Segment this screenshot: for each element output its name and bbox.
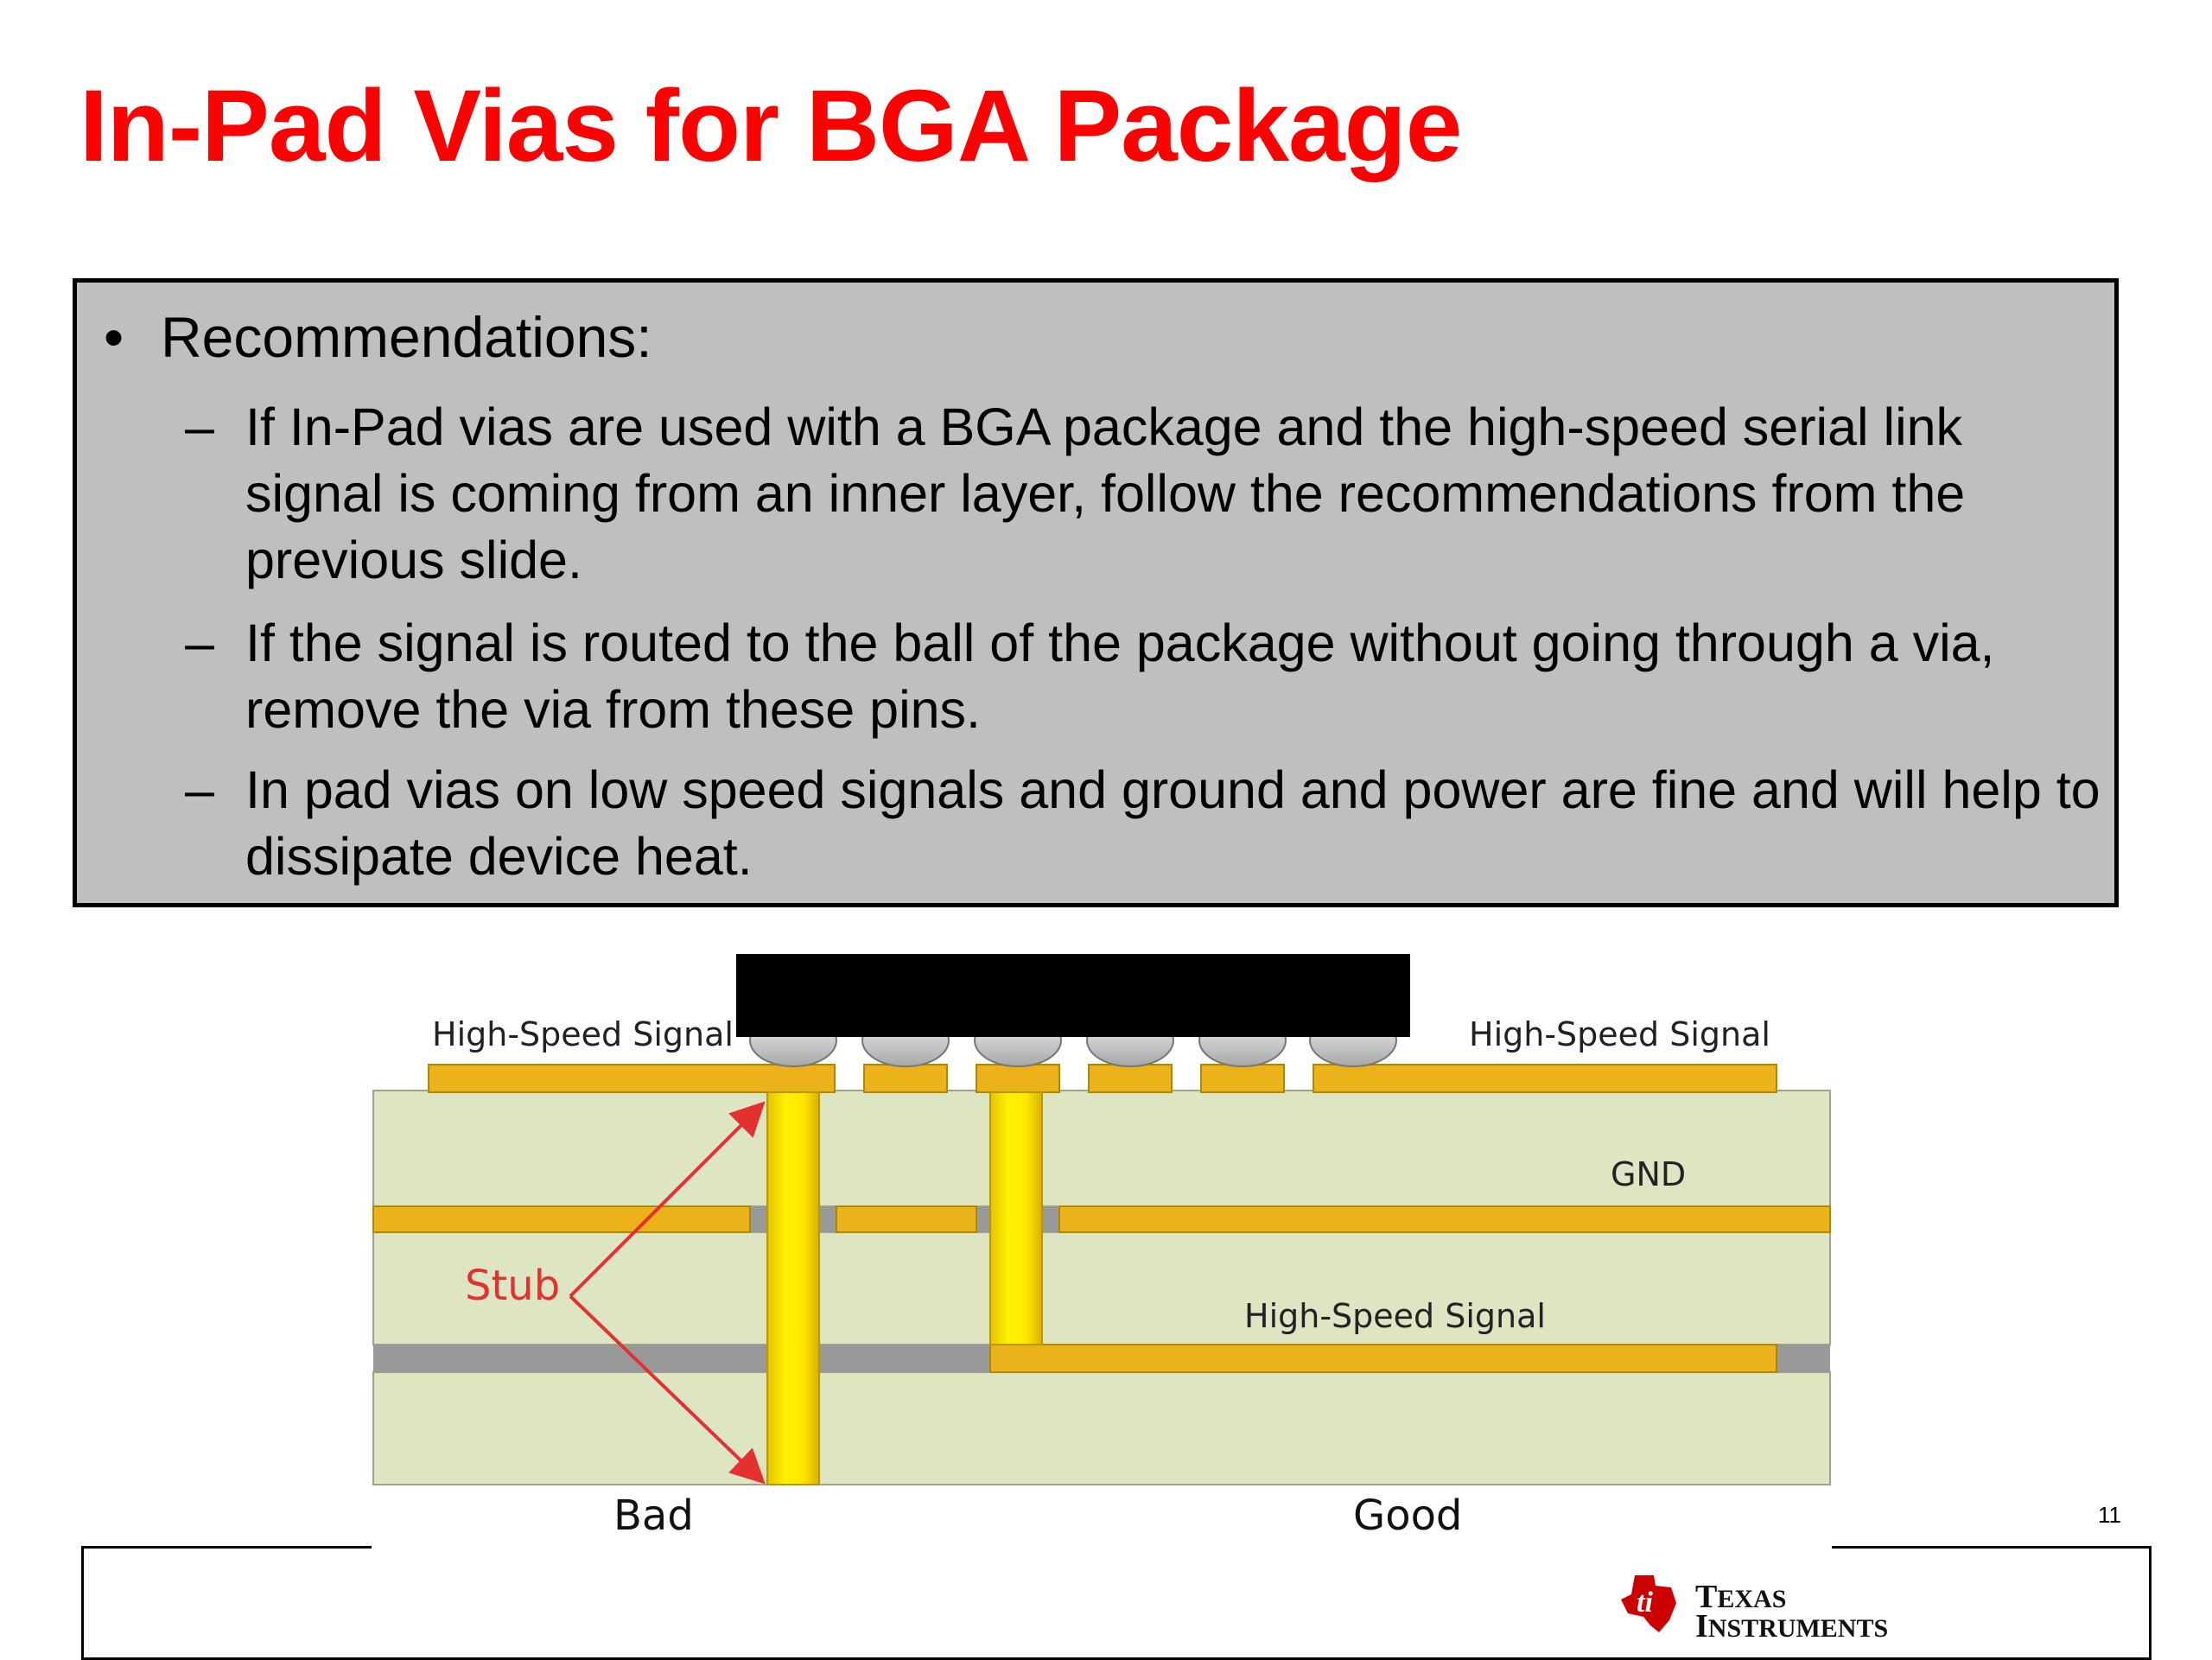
top-pad [976, 1065, 1059, 1092]
gnd-copper [373, 1206, 750, 1232]
recommendation-text: In pad vias on low speed signals and ground and power are fine and will help to dissipate device heat. [245, 760, 2101, 886]
label-gnd: GND [1611, 1155, 1687, 1193]
recommendation-text: If In-Pad vias are used with a BGA package and the high-speed serial link signal is coming from an inner layer, follow the recommendations from the previous slide. [245, 398, 1966, 589]
slide-title: In-Pad Vias for BGA Package [79, 69, 1462, 183]
via-good-blind [990, 1092, 1042, 1345]
dash-marker: – [185, 760, 214, 819]
ti-wordmark-line1: TEXAS [1695, 1579, 1787, 1615]
page-number: 11 [2098, 1502, 2121, 1528]
recommendations-heading-text: Recommendations: [161, 305, 652, 369]
inner-signal-trace [990, 1345, 1777, 1372]
label-bad: Bad [613, 1491, 694, 1540]
label-stub: Stub [465, 1262, 561, 1310]
top-pad [1201, 1065, 1284, 1092]
gnd-copper [1059, 1206, 1830, 1232]
pcb-layer-middle [373, 1232, 1830, 1345]
via-bad-through [767, 1092, 819, 1485]
ti-wordmark-line2: INSTRUMENTS [1695, 1608, 1889, 1644]
dash-marker: – [185, 614, 214, 672]
top-trace-left [429, 1065, 835, 1092]
top-pad [864, 1065, 947, 1092]
label-high-speed-left: High-Speed Signal [432, 1015, 734, 1053]
bga-package-body [736, 954, 1410, 1037]
recommendation-text: If the signal is routed to the ball of the package without going through a via, remove the via from these pins. [245, 614, 1995, 739]
label-high-speed-inner: High-Speed Signal [1244, 1297, 1546, 1335]
gnd-copper [836, 1206, 976, 1232]
svg-text:ti: ti [1637, 1587, 1653, 1619]
label-good: Good [1353, 1491, 1463, 1540]
pcb-layer-bottom [373, 1372, 1830, 1485]
label-high-speed-right: High-Speed Signal [1469, 1015, 1770, 1053]
top-trace-right [1313, 1065, 1777, 1092]
ti-mark-icon [1621, 1575, 1676, 1632]
top-pad [1089, 1065, 1172, 1092]
dash-marker: – [185, 398, 214, 456]
bullet-dot: • [104, 305, 124, 369]
